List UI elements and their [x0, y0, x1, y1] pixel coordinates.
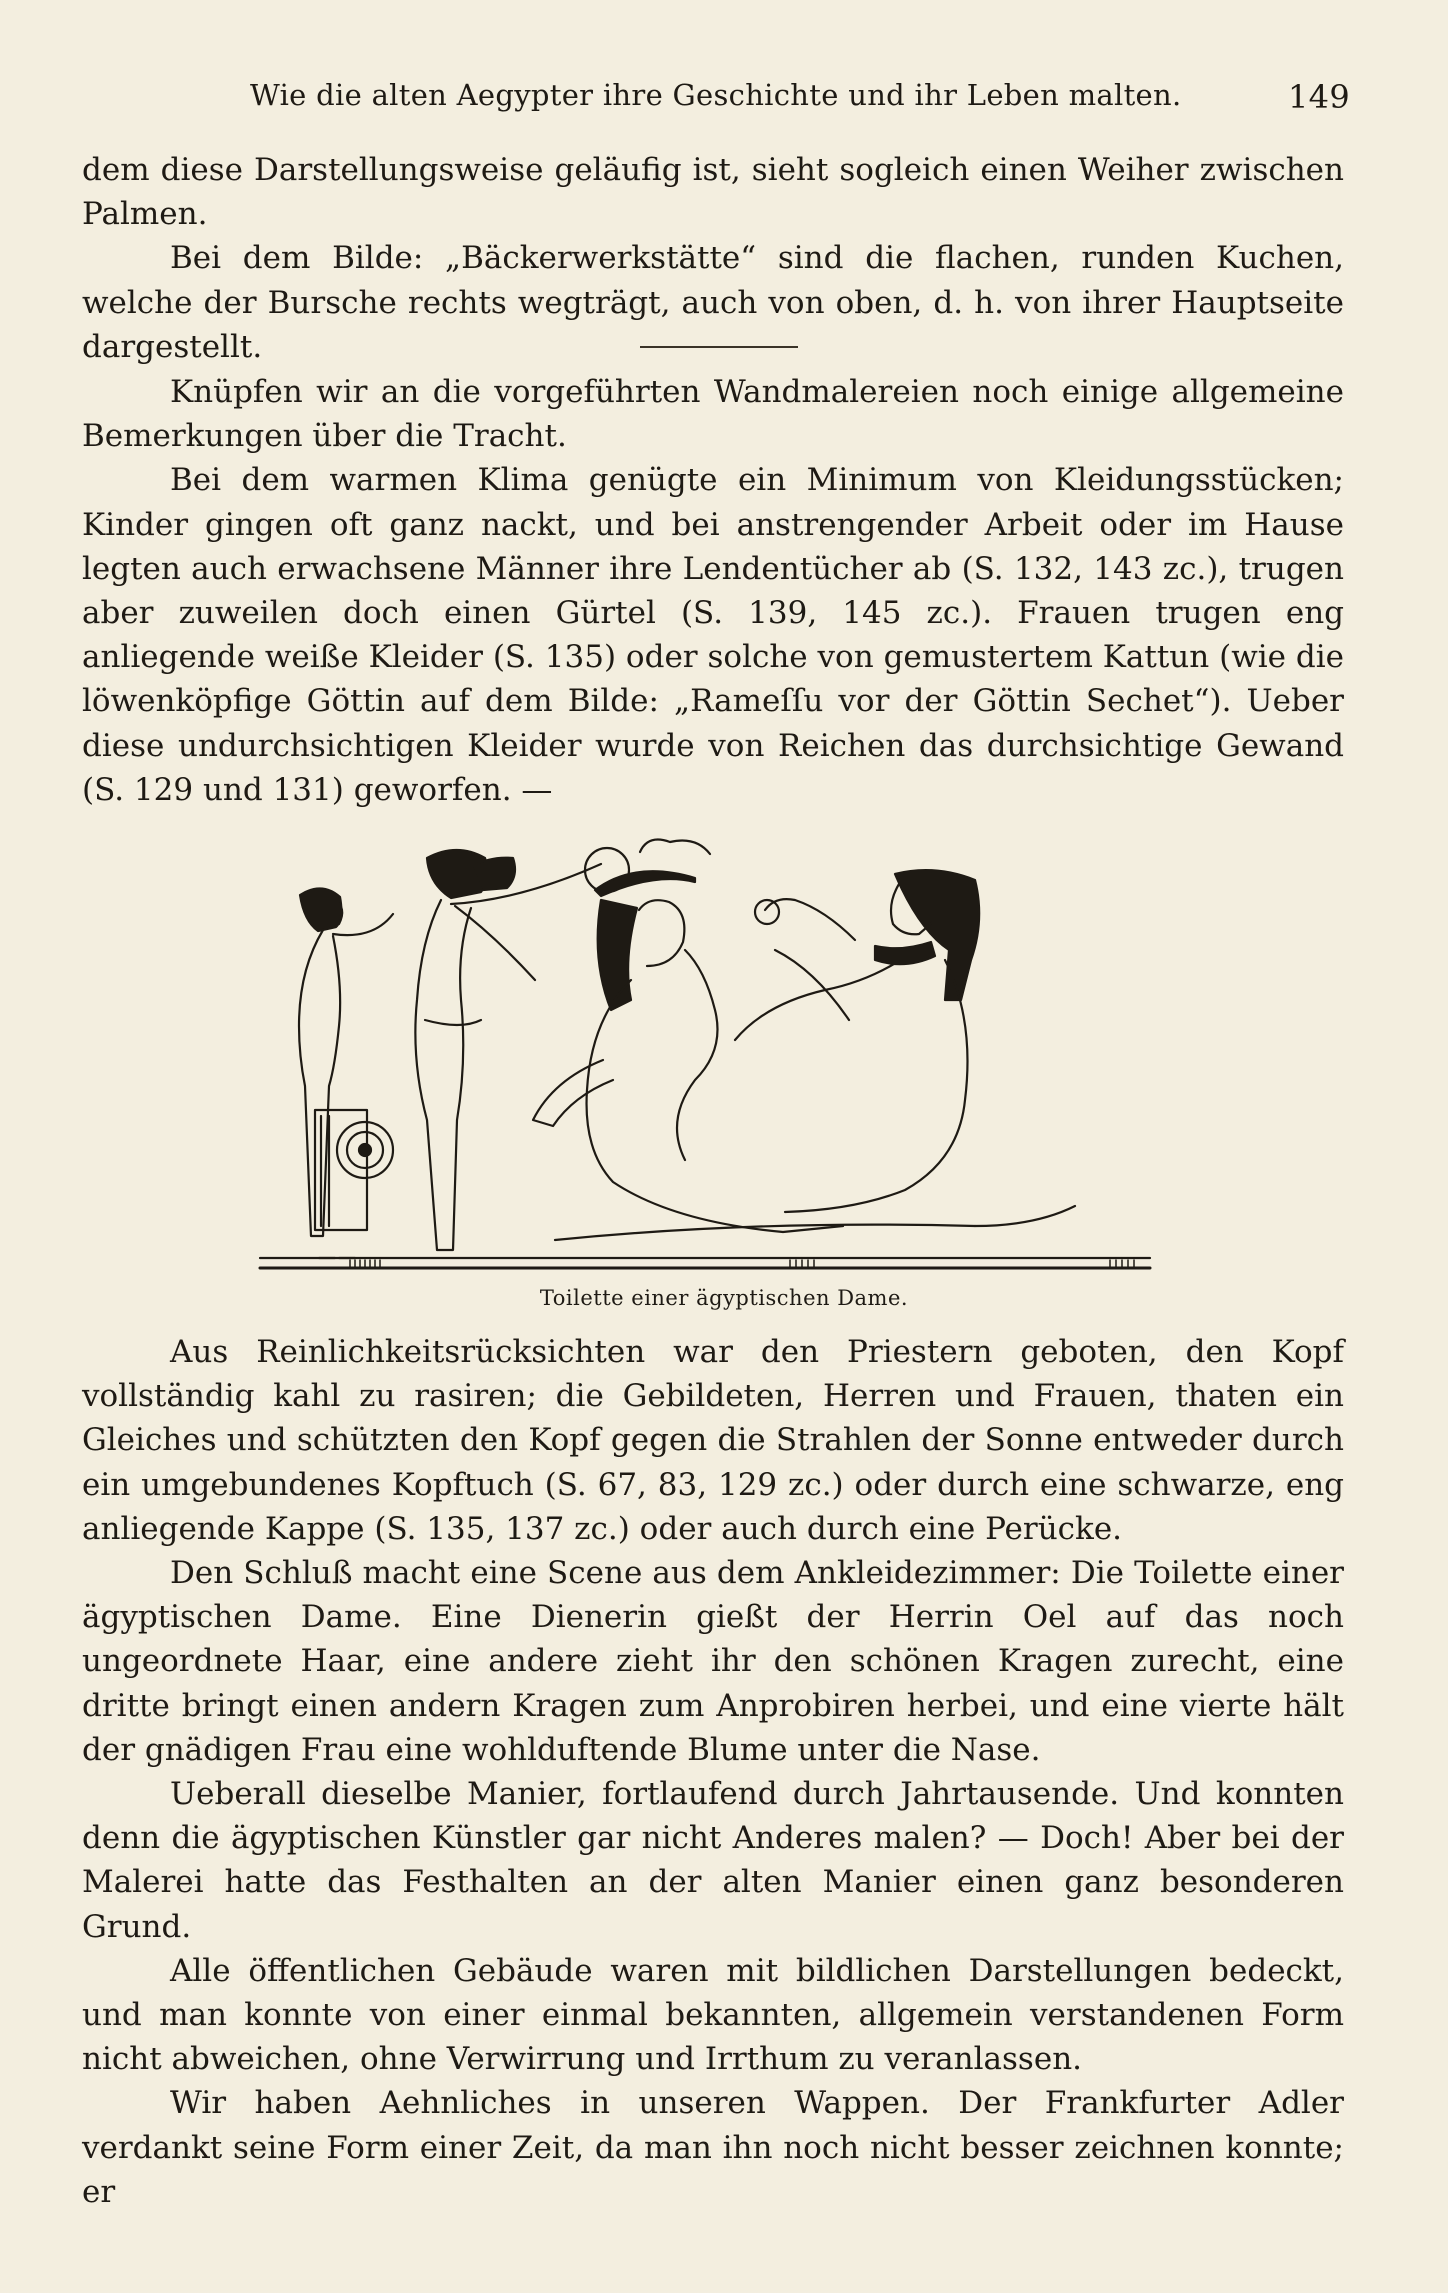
section-divider [640, 346, 798, 348]
text-block-intro [82, 148, 1344, 369]
paragraph: dem diese Darstellungsweise geläufig ist, sieht sogleich einen Weiher zwischen Palmen. [82, 152, 1344, 233]
paragraph: Ueberall dieselbe Manier, fortlaufend durch Jahrtausende. Und konnten denn die ägyptischen Künstler gar nicht Anderes malen? — Doch! Aber bei der Malerei hatte das Festhalten an der alten Manier einen ganz besonderen Grund. [82, 1776, 1344, 1945]
running-title: Wie die alten Aegypter ihre Geschichte und ihr Leben malten. [250, 78, 1182, 112]
paragraph: Aus Reinlichkeitsrücksichten war den Priestern geboten, den Kopf vollständig kahl zu rasiren; die Gebildeten, Herren und Frauen, thaten ein Gleiches und schützten den Kopf gegen die Strahlen der Sonne entweder durch ein umgebundenes Kopftuch (S. 67, 83, 129 zc.) oder durch eine schwarze, eng anliegende Kappe (S. 135, 137 zc.) oder auch durch eine Perücke. [82, 1334, 1344, 1547]
seated-lady [533, 840, 849, 1232]
paragraph: Bei dem Bilde: „Bäckerwerkstätte“ sind die flachen, runden Kuchen, welche der Bursche rechts wegträgt, auch von oben, d. h. von ihrer Hauptseite dargestellt. [82, 240, 1344, 365]
text-block-hair [82, 1330, 1344, 2214]
figure-caption: Toilette einer ägyptischen Dame. [539, 1286, 909, 1310]
illustration-toilette [255, 830, 1155, 1280]
servant-figure-child [299, 888, 393, 1258]
paragraph: Wir haben Aehnliches in unseren Wappen. Der Frankfurter Adler verdankt seine Form einer Zeit, da man ihn noch nicht besser zeichnen konnte; er [82, 2085, 1344, 2210]
servant-figure-flower [735, 870, 979, 1212]
paragraph: Bei dem warmen Klima genügte ein Minimum von Kleidungsstücken; Kinder gingen oft ganz nackt, und bei anstrengender Arbeit oder im Hause legten auch erwachsene Männer ihre Lendentücher ab (S. 132, 143 zc.), trugen aber zuweilen doch einen Gürtel (S. 139, 145 zc.). Frauen trugen eng anliegende weiße Kleider (S. 135) oder solche von gemustertem Kattun (wie die löwenköpfige Göttin auf dem Bilde: „Rameſſu vor der Göttin Sechet“). Ueber diese undurchsichtigen Kleider wurde von Reichen das durchsichtige Gewand (S. 129 und 131) geworfen. — [82, 462, 1344, 808]
servant-figure-oil [415, 848, 629, 1250]
paragraph: Alle öffentlichen Gebäude waren mit bildlichen Darstellungen bedeckt, und man konnte von einer einmal bekannten, allgemein verstandenen Form nicht abweichen, ohne Verwirrung und Irrthum zu veranlassen. [82, 1952, 1344, 2078]
running-header [250, 78, 1350, 116]
ground-line [260, 1258, 1150, 1268]
paragraph: Knüpfen wir an die vorgeführten Wandmalereien noch einige allgemeine Bemerkungen über die Tracht. [82, 374, 1344, 455]
text-block-costume [82, 370, 1344, 812]
paragraph: Den Schluß macht eine Scene aus dem Ankleidezimmer: Die Toilette einer ägyptischen Dame. Eine Dienerin gießt der Herrin Oel auf das noch ungeordnete Haar, eine andere zieht ihr den schönen Kragen zurecht, eine dritte bringt einen andern Kragen zum Anprobiren herbei, und eine vierte hält der gnädigen Frau eine wohlduftende Blume unter die Nase. [82, 1555, 1344, 1768]
page-number: 149 [1288, 78, 1350, 116]
